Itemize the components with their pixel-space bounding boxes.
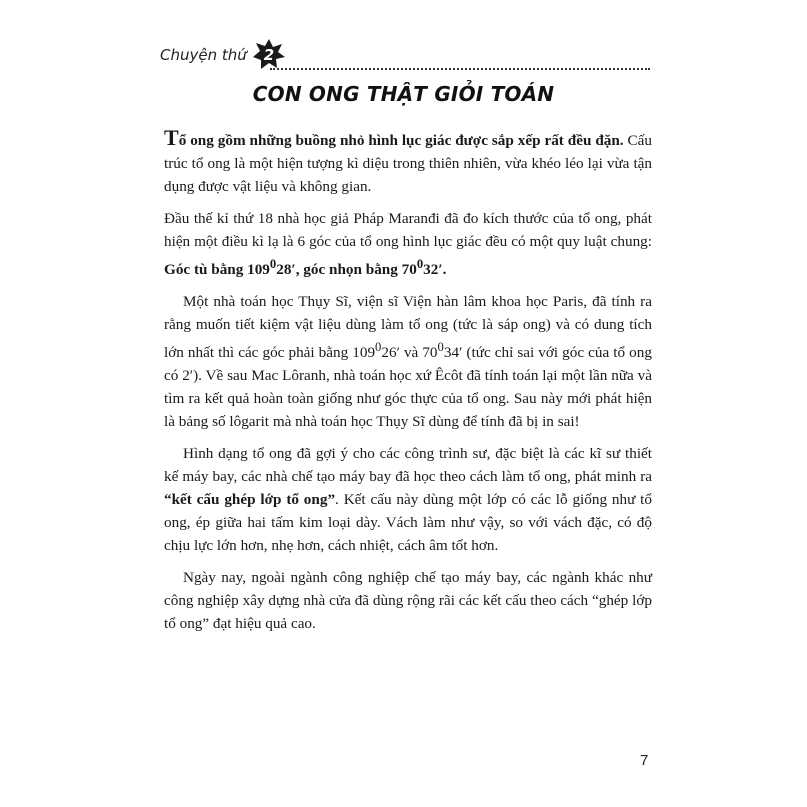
paragraph-5-text: Ngày nay, ngoài ngành công nghiệp chế tạo máy bay, các ngành khác như công nghiệp xây dựng nhà cửa đã dùng rộng rãi các kết cấu theo cách “ghép lớp tổ ong” đạt hiệu quả cao. (164, 569, 652, 633)
paragraph-4 (164, 442, 652, 557)
degree-sup: 0 (375, 340, 382, 355)
paragraph-1-text: Cấu trúc tổ ong là một hiện tượng kì diệu trong thiên nhiên, vừa khéo léo lại vừa tận dụng được vật liệu và không gian. (164, 132, 652, 195)
paragraph-3 (164, 290, 652, 433)
page-title: CON ONG THẬT GIỎI TOÁN (252, 82, 555, 106)
paragraph-1 (164, 126, 652, 198)
paragraph-3-text-b: 26′ và 70 (381, 344, 438, 362)
article-body (164, 126, 652, 644)
degree-sup: 0 (437, 340, 444, 355)
paragraph-5 (164, 566, 652, 635)
acute-angle-text: 28′, góc nhọn bằng 70 (276, 261, 417, 279)
paragraph-2-text: Đầu thế kỉ thứ 18 nhà học giả Pháp Maranđi đã đo kích thước của tổ ong, phát hiện một điều kì lạ là 6 góc của tổ ong hình lục giác đều có một quy luật chung: (164, 210, 652, 250)
paragraph-3-text-a: Một nhà toán học Thụy Sĩ, viện sĩ Viện hàn lâm khoa học Paris, đã tính ra rằng muốn tiết kiệm vật liệu dùng làm tổ ong (tức là sáp ong) và có dung tích lớn nhất thì các góc phải bằng 109 (164, 293, 652, 362)
honeycomb-term: “kết cấu ghép lớp tổ ong” (164, 491, 336, 509)
degree-sup: 0 (416, 257, 424, 271)
lead-bold-text: ổ ong gồm những buồng nhỏ hình lục giác được sắp xếp rất đều đặn. (178, 132, 624, 149)
paragraph-2 (164, 207, 652, 281)
acute-angle-end: 32′. (423, 261, 447, 279)
degree-sup: 0 (269, 257, 277, 271)
chapter-number: 2 (263, 46, 275, 64)
chapter-label: Chuyện thứ (160, 46, 247, 64)
obtuse-angle-text: Góc tù bằng 109 (164, 261, 270, 279)
header-dotted-rule (270, 68, 650, 70)
paragraph-3-text-c: 34′ (tức chỉ sai với góc của tổ ong có 2′). Về sau Mac Lôranh, nhà toán học xứ Êcôt đã tính toán lại một lần nữa và tìm ra kết quả hoàn toàn giống như góc thực của tổ ong. Sau này mới phát hiện là bảng số lôgarit mà nhà toán học Thụy Sĩ dùng để tính đã bị in sai! (164, 344, 652, 431)
paragraph-4-text-b: . Kết cấu này dùng một lớp có các lỗ giống như tổ ong, ép giữa hai tấm kim loại dày. Vách làm như vậy, so với vách đặc, có độ chịu lực lớn hơn, nhẹ hơn, cách nhiệt, cách âm tốt hơn. (164, 491, 652, 555)
drop-cap: T (164, 125, 179, 150)
page-number: 7 (640, 752, 649, 769)
paragraph-4-text-a: Hình dạng tổ ong đã gợi ý cho các công trình sư, đặc biệt là các kĩ sư thiết kế máy bay, các nhà chế tạo máy bay đã học theo cách làm tổ ong, phát minh ra (164, 445, 652, 486)
chapter-header (160, 38, 650, 78)
star-badge-icon (252, 38, 286, 72)
